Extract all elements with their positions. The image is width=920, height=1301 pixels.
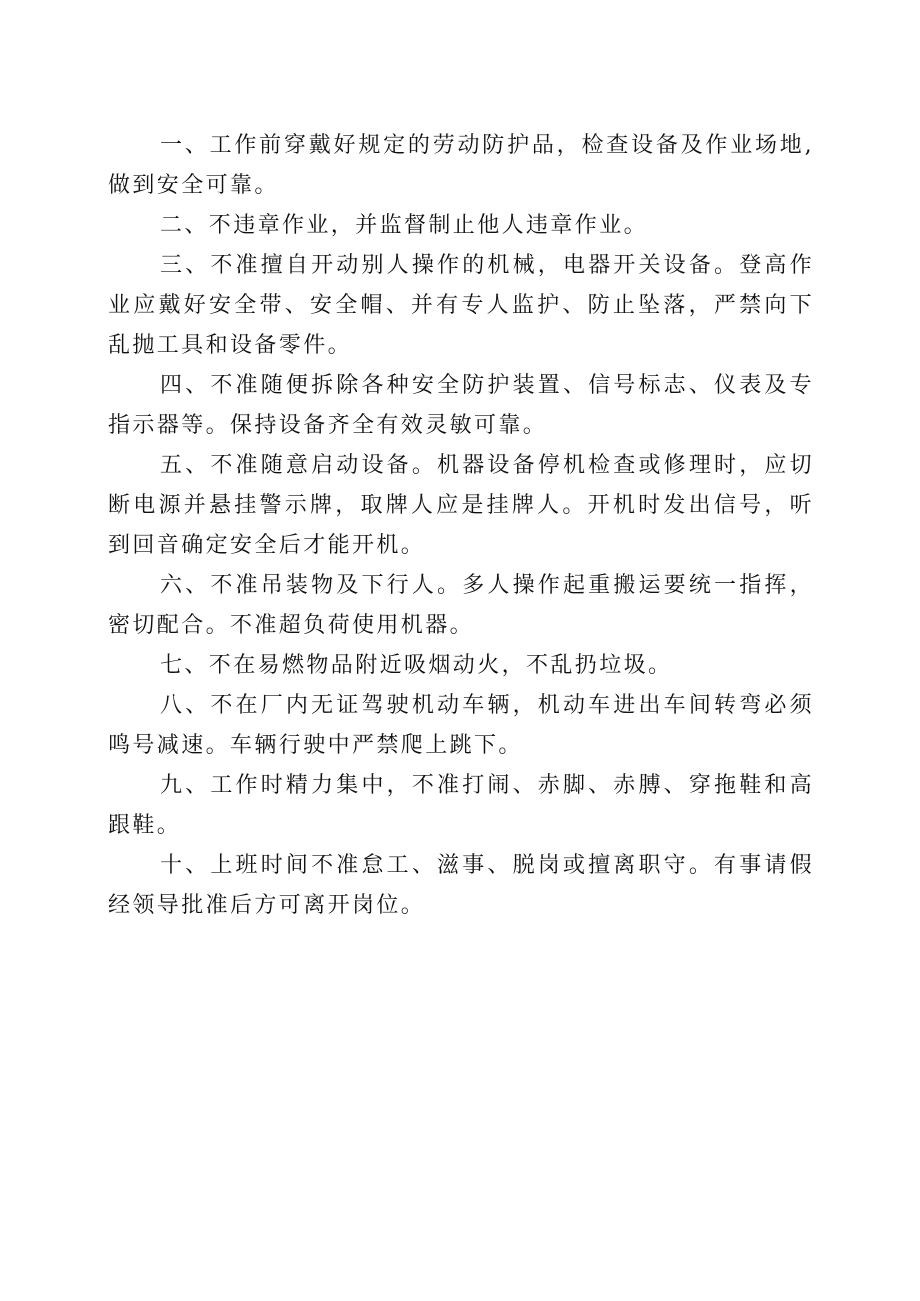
- rule-paragraph-8: 八、不在厂内无证驾驶机动车辆，机动车进出车间转弯必须鸣号减速。车辆行驶中严禁爬上跳下。: [108, 693, 814, 758]
- document-body: [108, 126, 814, 926]
- rule-paragraph-9: 九、工作时精力集中，不准打闹、赤脚、赤膊、穿拖鞋和高跟鞋。: [108, 773, 814, 838]
- rule-paragraph-10: 十、上班时间不准怠工、滋事、脱岗或擅离职守。有事请假经领导批准后方可离开岗位。: [108, 853, 814, 918]
- rule-paragraph-2: 二、不违章作业，并监督制止他人违章作业。: [160, 213, 649, 238]
- rule-paragraph-1: 一、工作前穿戴好规定的劳动防护品，检查设备及作业场地,做到安全可靠。: [108, 133, 814, 198]
- rule-paragraph-7: 七、不在易燃物品附近吸烟动火，不乱扔垃圾。: [160, 653, 673, 678]
- rule-paragraph-3: 三、不准擅自开动别人操作的机械，电器开关设备。登高作业应戴好安全带、安全帽、并有专人监护、防止坠落，严禁向下乱抛工具和设备零件。: [108, 253, 814, 358]
- rule-paragraph-5: 五、不准随意启动设备。机器设备停机检查或修理时，应切断电源并悬挂警示牌，取牌人应是挂牌人。开机时发出信号，听到回音确定安全后才能开机。: [108, 453, 814, 558]
- rule-paragraph-6: 六、不准吊装物及下行人。多人操作起重搬运要统一指挥，密切配合。不准超负荷使用机器。: [108, 573, 814, 638]
- rule-paragraph-4: 四、不准随便拆除各种安全防护装置、信号标志、仪表及专指示器等。保持设备齐全有效灵敏可靠。: [108, 373, 814, 438]
